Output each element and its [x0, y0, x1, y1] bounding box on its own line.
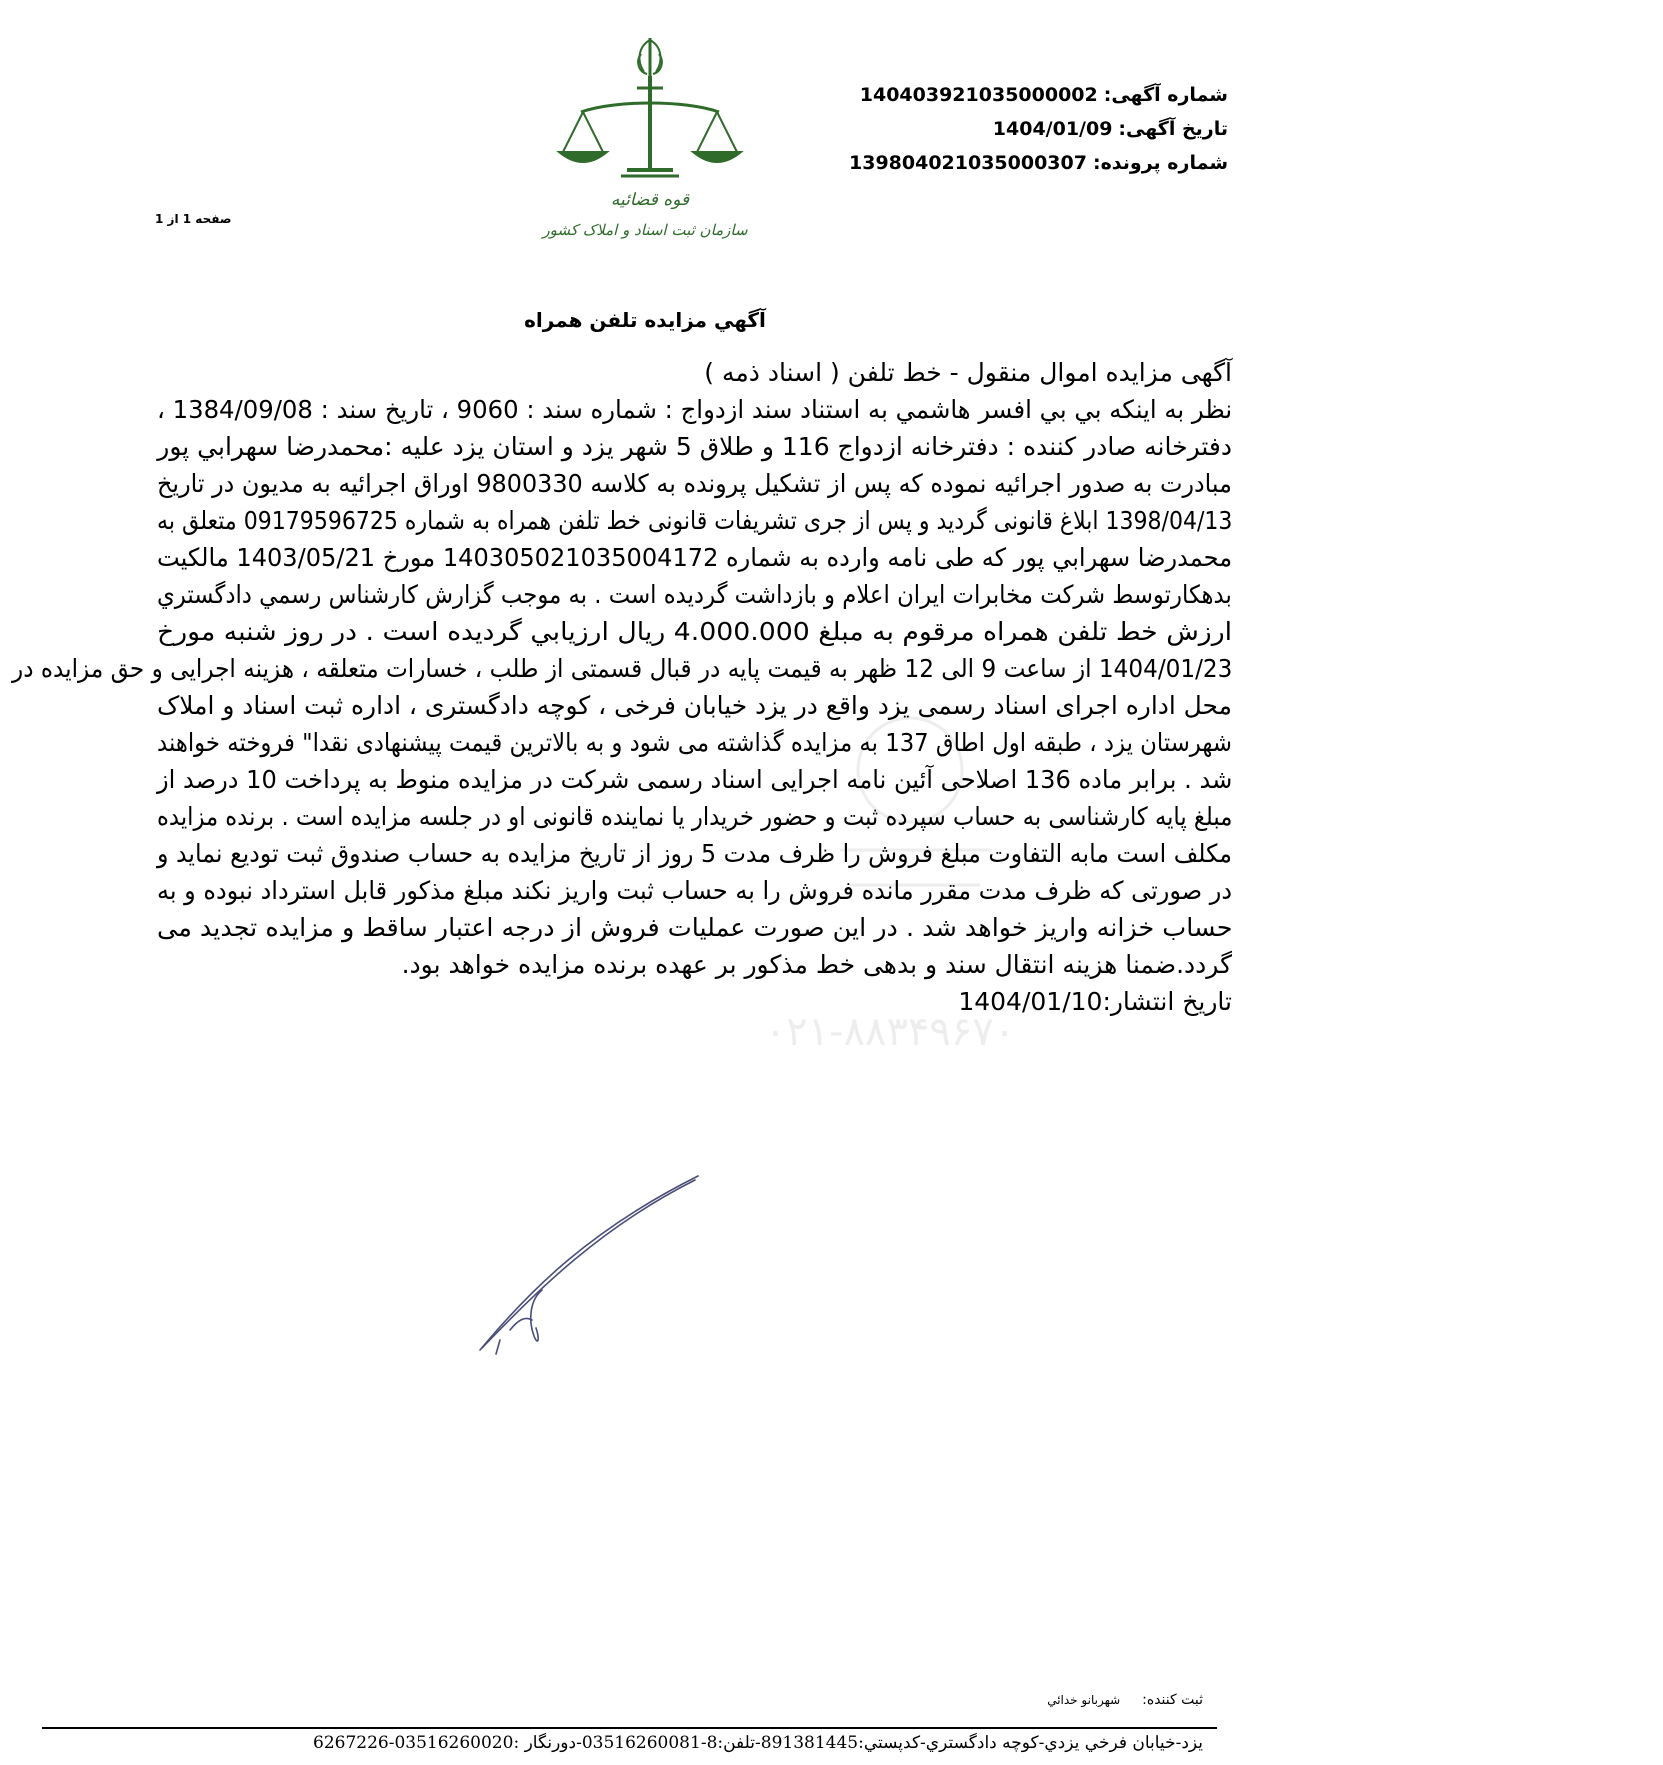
body-line: تاریخ انتشار:1404/01/10 [958, 987, 1232, 1016]
registrar-label: ثبت کننده: [1142, 1692, 1203, 1708]
body-line: بدهکارتوسط شرکت مخابرات ایران اعلام و بازداشت گردیده است . به موجب گزارش کارشناس رسمي دادگستري [157, 580, 1232, 609]
file-number-tail: 7 [1073, 152, 1087, 174]
notice-number-row [808, 78, 1228, 112]
body-line: 1398/04/13 ابلاغ قانونی گردید و پس از جری تشریفات قانونی خط تلفن همراه به شماره 09179596725 متعلق به [156, 506, 1232, 535]
file-number-label: شماره پرونده: [1092, 152, 1228, 174]
body-line: آگهی مزایده اموال منقول - خط تلفن ( اسناد ذمه ) [704, 358, 1232, 387]
notice-date-row [808, 112, 1228, 146]
body-line: گردد.ضمنا هزینه انتقال سند و بدهی خط مذکور بر عهده برنده مزایده خواهد بود. [401, 950, 1232, 979]
body-line: نظر به اینکه بي بي افسر هاشمي به استناد سند ازدواج : شماره سند : 9060 ، تاریخ سند : 1384/09/08 ، [156, 395, 1232, 424]
footer-address: يزد-خيابان فرخي يزدي-کوچه دادگستري-کدپستي:891381445-تلفن:8-03516260081-دورنگار :03516260020-6267226 [313, 1733, 1203, 1753]
registrar [1047, 1692, 1203, 1708]
notice-date: 1404/01/09 [992, 118, 1113, 140]
body-line: دفترخانه صادر کننده : دفترخانه ازدواج 116 و طلاق 5 شهر یزد و استان یزد علیه :محمدرضا سهرابي پور [157, 432, 1232, 461]
judiciary-logo [535, 30, 765, 260]
page-number: صفحه 1 از 1 [155, 212, 232, 226]
watermark-phone: ۰۲۱-۸۸۳۴۹۶۷۰ [764, 1009, 1016, 1055]
notice-body [12, 355, 1232, 1055]
body-line: مبلغ پایه کارشناسی به حساب سپرده ثبت و حضور خریدار یا نماینده قانونی او در جلسه مزایده است . برنده مزایده [156, 802, 1232, 831]
body-line: مکلف است مابه التفاوت مبلغ فروش را ظرف مدت 5 روز از تاریخ مزایده به حساب صندوق ثبت تودیع نماید و [157, 839, 1232, 868]
registrar-name: شهربانو خدائي [1047, 1693, 1121, 1707]
scales-of-justice-icon [535, 30, 765, 260]
body-line: محمدرضا سهرابي پور که طی نامه وارده به شماره 140305021035004172 مورخ 1403/05/21 مالکیت [156, 543, 1232, 572]
body-line: در صورتی که ظرف مدت مقرر مانده فروش را به حساب ثبت واریز نکند مبلغ مذکور قابل استرداد نبوده و به [156, 876, 1232, 905]
document-title: آگهي مزايده تلفن همراه [524, 308, 766, 332]
body-line: محل اداره اجرای اسناد رسمی یزد واقع در یزد خیابان فرخی ، کوچه دادگستری ، اداره ثبت اسناد و املاک [157, 691, 1232, 720]
notice-number-label: شماره آگهی: [1103, 84, 1228, 106]
body-line: 1404/01/23 از ساعت 9 الی 12 ظهر به قیمت پایه در قبال قسمتی از طلب ، خسارات متعلقه ، هزینه اجرایی و حق مزایده در [11, 654, 1232, 683]
file-number [849, 152, 1087, 174]
body-line: مبادرت به صدور اجرائیه نموده که پس از تشکیل پرونده به کلاسه 9800330 اوراق اجرائیه به مدیون در تاریخ [157, 469, 1232, 498]
file-number-row [808, 146, 1228, 180]
logo-line-2: سازمان ثبت اسناد و املاک کشور [542, 221, 748, 239]
logo-line-1: قوه قضائیه [610, 190, 690, 210]
signature [470, 1170, 710, 1360]
notice-meta [808, 78, 1228, 180]
body-line: شد . برابر ماده 136 اصلاحی آئین نامه اجرایی اسناد رسمی شرکت در مزایده منوط به پرداخت 10 درصد از [156, 765, 1232, 794]
notice-date-label: تاریخ آگهی: [1118, 118, 1228, 140]
body-line: ارزش خط تلفن همراه مرقوم به مبلغ 4.000.000 ريال ارزيابي گرديده است . در روز شنبه مورخ [156, 617, 1232, 646]
body-line: شهرستان یزد ، طبقه اول اطاق 137 به مزایده گذاشته می شود و به بالاترین قیمت پیشنهادی نقدا" فروخته خواهند [157, 728, 1232, 757]
notice-number: 140403921035000002 [859, 84, 1098, 106]
footer-divider [42, 1727, 1217, 1729]
file-number-main: 13980402103500030 [849, 152, 1074, 174]
body-line: حساب خزانه واریز خواهد شد . در این صورت عملیات فروش از درجه اعتبار ساقط و مزایده تجدید می [156, 913, 1232, 942]
